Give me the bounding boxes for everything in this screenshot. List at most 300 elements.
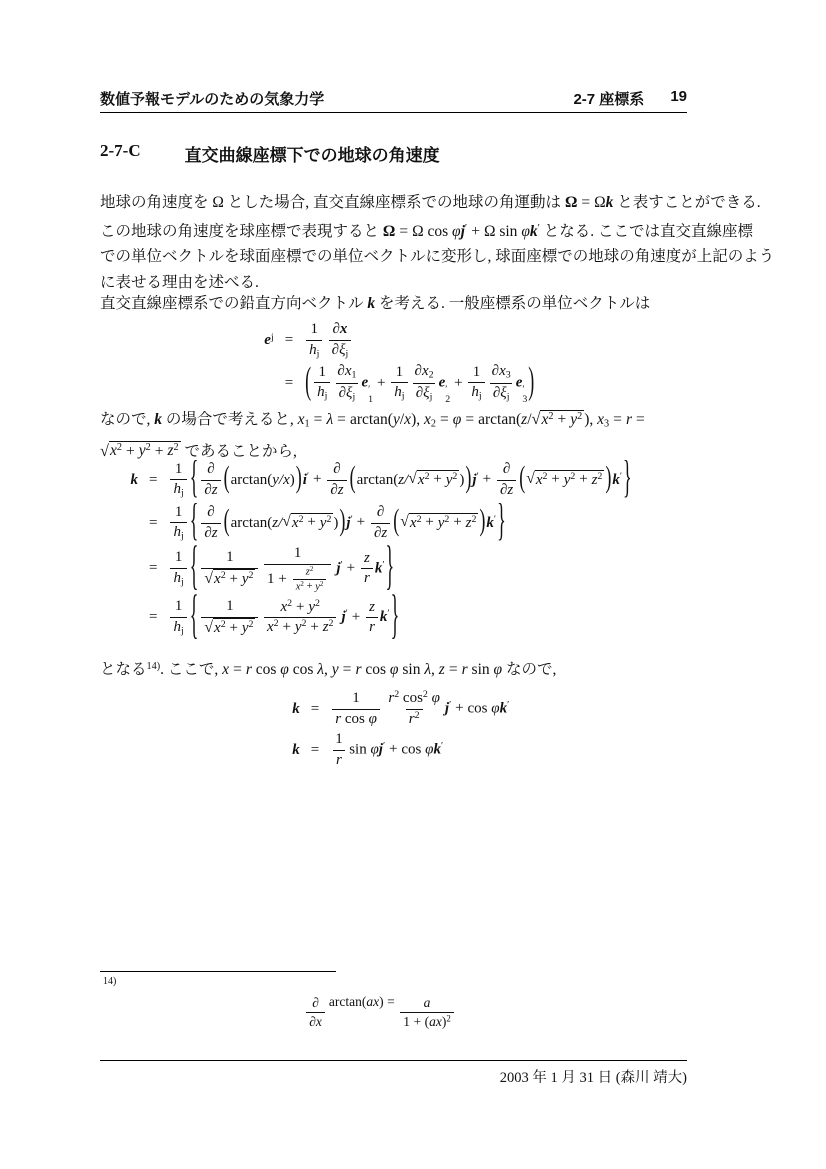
math-token: r	[355, 661, 362, 679]
math-token: a	[423, 995, 431, 1010]
math-token: 1	[304, 418, 310, 430]
math-token	[172, 597, 186, 617]
math-token	[391, 363, 407, 404]
math-token	[421, 994, 434, 1012]
math-token: x	[535, 471, 543, 488]
math-token: y	[138, 442, 146, 460]
equation-lhs	[278, 742, 300, 759]
math-token: r	[408, 710, 415, 727]
math-token: φ	[491, 700, 500, 717]
math-token: 1	[352, 690, 360, 706]
math-token: x	[409, 514, 417, 531]
math-token: ′	[440, 740, 444, 752]
math-token	[361, 568, 373, 589]
math-token: z/	[272, 514, 283, 531]
math-token: x	[291, 514, 299, 531]
math-token: sin	[398, 661, 425, 679]
math-token: x	[404, 411, 412, 428]
math-token: 2	[319, 580, 324, 588]
math-token: 2	[428, 369, 434, 381]
section-heading	[100, 141, 440, 166]
page-header	[100, 88, 687, 109]
math-token: k	[154, 411, 163, 428]
math-token: 2	[446, 1013, 451, 1024]
math-token: √	[100, 441, 109, 460]
equation-rhs	[304, 320, 353, 361]
math-token	[532, 411, 585, 428]
paragraph-line	[100, 406, 700, 438]
math-token: ∂	[312, 995, 319, 1010]
math-token: φ	[368, 710, 377, 727]
math-token: 2	[416, 513, 422, 525]
math-token: 2	[542, 470, 548, 482]
math-token: √	[526, 470, 535, 488]
math-token: k	[499, 700, 508, 717]
math-token: 2	[424, 470, 430, 482]
math-token: 1	[472, 363, 481, 380]
math-token: e	[264, 331, 271, 348]
math-token: λ	[424, 661, 432, 679]
math-token: の場合で考えると,	[162, 411, 298, 428]
math-token: )	[584, 411, 590, 428]
math-token: +	[312, 471, 322, 488]
math-token: j	[316, 347, 320, 359]
math-token	[201, 548, 258, 589]
math-token: この地球の角速度を球座標で表現すると	[100, 222, 383, 240]
math-token	[172, 503, 186, 523]
math-token	[540, 410, 584, 429]
math-token: 2	[444, 513, 450, 525]
math-token: )	[379, 994, 384, 1009]
math-token: x	[597, 411, 605, 428]
math-token: h	[173, 569, 181, 586]
math-token: z	[322, 619, 329, 636]
math-token	[264, 544, 331, 594]
math-token: Ω sin	[483, 222, 522, 240]
math-token: √	[408, 470, 417, 488]
math-token: (	[424, 1013, 430, 1029]
math-token: r	[461, 661, 468, 679]
math-token: 2	[173, 442, 179, 454]
math-token: y	[319, 514, 327, 531]
math-token	[170, 548, 186, 589]
math-token: y/x	[272, 471, 290, 488]
math-token	[204, 503, 217, 523]
equation-rhs	[304, 359, 535, 405]
math-token: x	[423, 411, 431, 428]
math-token: =	[399, 222, 409, 240]
paragraph-line	[100, 216, 754, 245]
math-token	[170, 503, 186, 544]
math-token: なので,	[502, 661, 557, 679]
math-token: =	[440, 411, 449, 428]
math-token: )	[339, 503, 346, 538]
math-token: ′	[449, 699, 452, 711]
math-token	[170, 568, 186, 589]
math-token	[445, 385, 450, 406]
math-token	[306, 994, 325, 1030]
math-token: {	[189, 535, 199, 596]
math-token	[316, 363, 330, 383]
math-token	[334, 362, 359, 404]
math-token: ax	[429, 1013, 442, 1029]
math-token: ′	[464, 222, 468, 234]
math-token: 2	[471, 513, 477, 525]
math-token: 14)	[146, 661, 161, 672]
math-token: =	[465, 411, 475, 428]
math-token: √	[282, 513, 291, 531]
math-token: arctan(	[328, 994, 367, 1009]
paragraph-unit-vector	[100, 291, 700, 317]
equation-line	[116, 584, 633, 645]
math-token: +	[389, 741, 398, 758]
equation-k-result	[100, 688, 687, 770]
math-token	[264, 617, 337, 638]
math-token: 2	[248, 569, 254, 581]
math-token	[309, 994, 322, 1012]
math-token: ∂	[207, 504, 215, 520]
math-token: ∂ξ	[338, 384, 353, 401]
math-token: 1	[335, 731, 343, 747]
math-token: x	[214, 570, 221, 587]
math-token: cos	[251, 661, 281, 679]
math-token: 1	[174, 598, 183, 615]
math-token: z	[591, 471, 598, 488]
math-token	[333, 750, 345, 771]
math-token: 1	[310, 321, 319, 337]
math-token: ′	[387, 608, 390, 620]
math-token: と表すことができる.	[613, 194, 761, 211]
math-token	[213, 569, 255, 588]
math-token: 1	[174, 549, 183, 566]
math-token: λ	[317, 661, 325, 679]
math-token: 直交直線座標系での鉛直方向ベクトル	[100, 295, 368, 312]
paragraph-line	[100, 291, 700, 317]
math-token: arctan(	[478, 411, 522, 428]
math-token: ,	[431, 661, 439, 679]
math-token: z	[369, 598, 375, 615]
math-token: を考える. 一般座標系の単位ベクトルは	[375, 295, 651, 312]
math-token	[291, 513, 333, 532]
math-token: +	[579, 471, 588, 488]
math-token: ∂x	[309, 1013, 322, 1029]
math-token: (	[519, 460, 526, 495]
math-token: ∂z	[499, 481, 514, 498]
math-token: j	[180, 625, 184, 637]
math-token: cos	[288, 661, 318, 679]
math-token	[468, 363, 484, 404]
math-token: ′	[493, 513, 497, 525]
math-token: )	[605, 460, 612, 495]
math-token: +	[307, 514, 316, 531]
math-token: 2	[577, 410, 583, 422]
math-token: }	[385, 535, 395, 596]
math-token: 1	[368, 393, 374, 405]
math-token	[400, 994, 454, 1030]
math-token: +	[310, 619, 319, 636]
math-token: y	[241, 619, 249, 636]
math-token: +	[454, 374, 463, 391]
math-token: j	[345, 347, 349, 359]
math-token: j	[444, 700, 450, 717]
math-token: 2	[326, 513, 332, 525]
math-token: 1	[174, 503, 183, 520]
math-token: +	[356, 514, 366, 531]
math-token: =	[342, 661, 352, 679]
math-token: j	[478, 390, 482, 402]
math-token	[334, 362, 359, 382]
math-token	[201, 480, 220, 501]
math-token: 2	[452, 470, 458, 482]
math-token: +	[471, 222, 480, 240]
math-token	[100, 443, 181, 460]
math-token	[204, 460, 217, 480]
math-token: x	[541, 411, 549, 428]
math-token: 2	[220, 618, 226, 630]
footnote-rule	[100, 971, 336, 972]
math-token: (	[349, 460, 356, 495]
math-token: (	[223, 503, 230, 538]
math-token: j	[270, 331, 274, 343]
math-token: +	[557, 411, 567, 428]
math-token: 2	[570, 470, 576, 482]
math-token: {	[189, 584, 199, 645]
math-token: ,	[589, 411, 598, 428]
header-rule	[100, 112, 687, 113]
math-token	[329, 340, 352, 361]
math-token: k	[529, 222, 538, 240]
math-token: k	[374, 560, 383, 577]
math-token: +	[455, 700, 464, 717]
math-token: e	[515, 374, 523, 391]
math-token: +	[154, 442, 164, 460]
math-token: 1	[226, 598, 234, 615]
equation-lhs	[278, 701, 300, 718]
math-token	[336, 383, 359, 404]
math-token	[201, 503, 220, 543]
math-token: x	[266, 619, 274, 636]
math-token: }	[623, 451, 632, 502]
math-token	[500, 460, 513, 480]
math-token: r	[245, 661, 252, 679]
math-token: r	[336, 751, 342, 768]
math-token: ′	[382, 559, 385, 571]
math-token	[293, 579, 327, 594]
math-token: sin	[467, 661, 494, 679]
math-token: +	[425, 514, 434, 531]
math-token	[374, 503, 387, 523]
math-token: φ	[389, 661, 399, 679]
math-token: j	[341, 609, 346, 626]
math-token: +	[433, 471, 442, 488]
math-token: ax	[366, 994, 380, 1009]
math-token: y	[331, 661, 339, 679]
math-token	[327, 460, 346, 500]
math-token: 2	[328, 618, 334, 630]
math-token: j	[352, 391, 356, 403]
math-token: +	[229, 619, 238, 636]
math-token	[490, 383, 513, 404]
math-token: +	[278, 570, 287, 587]
math-token: =	[613, 411, 622, 428]
math-token: y	[563, 471, 571, 488]
math-token: )	[441, 1013, 447, 1029]
math-token: x	[417, 471, 425, 488]
math-token: arctan(	[230, 471, 273, 488]
math-token: ′	[537, 222, 540, 234]
math-token: √	[204, 569, 214, 587]
math-token	[223, 548, 237, 568]
math-token: ∂ξ	[331, 341, 346, 358]
math-token: arctan(	[230, 514, 273, 531]
math-token: y	[392, 411, 400, 428]
math-token: cos	[401, 741, 426, 758]
math-token: +	[229, 570, 238, 587]
math-token	[201, 523, 220, 544]
math-token	[522, 385, 527, 406]
math-token: h	[394, 384, 402, 401]
math-token	[204, 571, 255, 587]
footer-rule	[100, 1060, 687, 1061]
paragraph-spherical	[100, 654, 700, 683]
math-token	[201, 460, 220, 500]
math-token: 2	[287, 597, 293, 609]
math-token: z	[465, 514, 472, 531]
math-token: φ	[425, 741, 434, 758]
math-token	[385, 689, 443, 709]
math-token	[213, 618, 255, 637]
math-token	[314, 382, 330, 403]
math-token: k	[612, 471, 620, 488]
math-token: 2	[422, 689, 428, 701]
math-token: +	[453, 514, 462, 531]
math-token: ∂	[376, 504, 385, 520]
math-token: Ω	[564, 194, 578, 211]
math-token: 1	[403, 1013, 410, 1029]
math-token	[327, 480, 346, 501]
math-token: k	[292, 700, 300, 717]
math-token: x	[214, 619, 221, 636]
math-token	[412, 362, 437, 404]
math-token: 2	[298, 513, 304, 525]
equals-sign: =	[310, 700, 320, 717]
math-token: ∂ξ	[415, 384, 430, 401]
math-token: )	[289, 471, 295, 488]
equation-rhs	[330, 689, 509, 729]
math-token	[366, 598, 378, 638]
math-token: 2	[309, 565, 314, 573]
math-token	[329, 320, 352, 361]
math-token	[349, 689, 363, 709]
equation-line	[278, 730, 509, 770]
math-token: とした場合, 直交直線座標系での地球の角運動は	[223, 194, 565, 211]
math-token: ′	[350, 513, 353, 525]
header-section-label: 2-7 座標系	[573, 91, 645, 108]
math-token	[170, 460, 186, 501]
math-token: 1	[266, 570, 275, 587]
math-token: +	[376, 374, 386, 391]
math-token: 2	[273, 618, 279, 630]
equals-sign: =	[284, 331, 294, 348]
header-right	[573, 88, 687, 109]
math-token: x	[295, 581, 301, 593]
math-token	[201, 568, 258, 590]
equals-sign: =	[284, 375, 294, 392]
math-token	[308, 320, 322, 340]
math-token: y	[241, 570, 249, 587]
math-token	[306, 340, 322, 361]
math-token: 2	[414, 709, 420, 721]
math-token: =	[636, 411, 645, 428]
math-token: =	[448, 661, 458, 679]
math-token: ,	[324, 661, 332, 679]
math-token	[417, 470, 459, 489]
math-token: j	[429, 391, 433, 403]
math-token: +	[282, 619, 291, 636]
math-token: ∂x	[414, 363, 429, 380]
math-token	[264, 598, 337, 638]
math-token: となる. ここでは直交直線座標	[539, 222, 754, 240]
math-token: 2	[248, 618, 254, 630]
math-token	[400, 1012, 454, 1031]
math-token: h	[173, 481, 181, 498]
math-token: j	[378, 741, 383, 758]
math-token	[170, 522, 186, 543]
math-token: ∂	[502, 461, 511, 477]
math-token: 2	[145, 442, 151, 454]
math-token	[409, 513, 479, 532]
math-token: =	[581, 194, 591, 211]
math-token: k	[605, 194, 614, 211]
header-title: 数値予報モデルのための気象力学	[100, 91, 325, 108]
math-token: (	[305, 359, 312, 402]
equation-line	[278, 688, 509, 730]
math-token: √	[204, 618, 214, 636]
math-token: ′	[476, 470, 479, 482]
math-token: e	[361, 374, 369, 391]
math-token: )	[479, 503, 486, 538]
math-token: x	[339, 321, 348, 337]
math-token: 3	[522, 393, 528, 405]
math-token	[408, 471, 459, 487]
math-token: ′	[306, 470, 310, 482]
math-token: }	[497, 494, 506, 545]
math-token	[361, 549, 373, 589]
math-token: k	[367, 295, 376, 312]
math-token: z/	[398, 471, 409, 488]
equation-rhs	[330, 730, 443, 770]
math-token: +	[346, 560, 356, 577]
equation-rhs	[168, 535, 395, 596]
math-token	[400, 514, 478, 530]
math-token: 2	[315, 597, 320, 609]
math-token: y	[294, 619, 302, 636]
math-token	[303, 565, 317, 579]
math-token: k	[433, 741, 441, 758]
math-token	[291, 544, 305, 564]
math-token: j	[401, 390, 405, 402]
math-token: {	[189, 494, 199, 545]
math-token: √	[400, 513, 409, 531]
math-token: /	[399, 411, 405, 428]
math-token: {	[189, 451, 199, 502]
math-token	[223, 597, 237, 617]
math-token: φ	[370, 741, 379, 758]
paragraph-intro	[100, 190, 775, 295]
math-token: }	[390, 584, 400, 645]
equation-lhs	[116, 472, 138, 489]
math-token: y	[570, 411, 578, 428]
